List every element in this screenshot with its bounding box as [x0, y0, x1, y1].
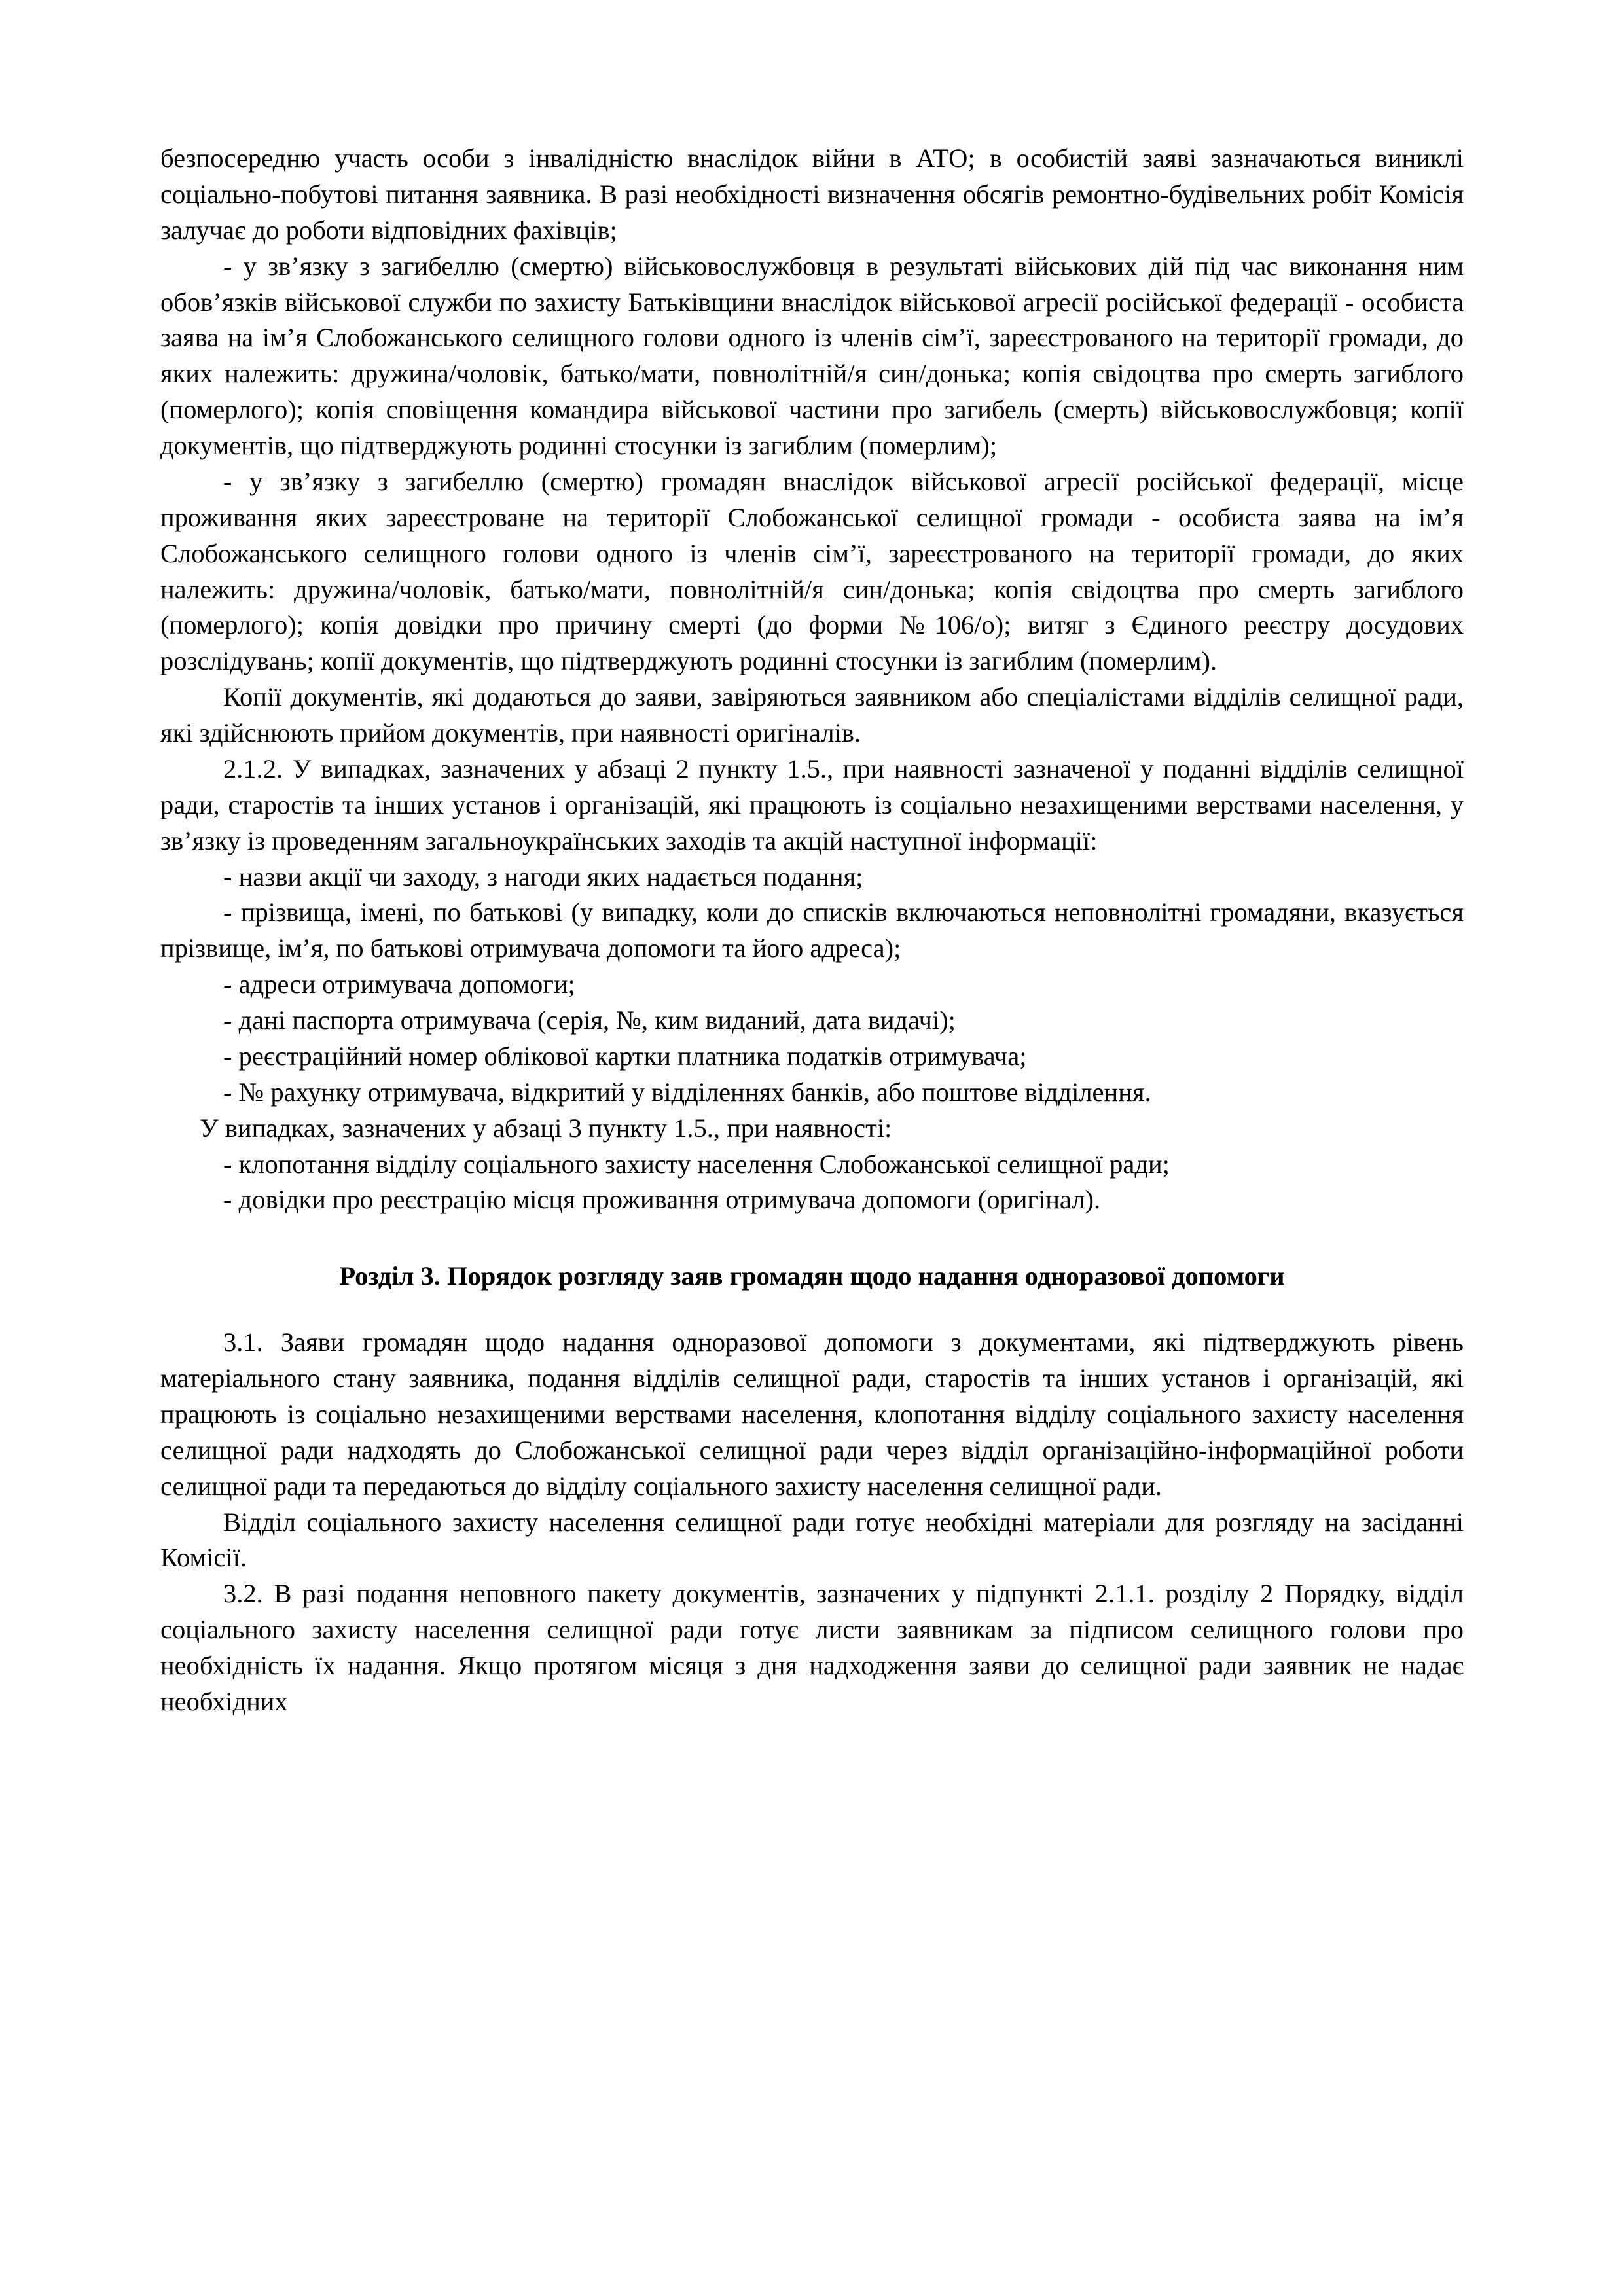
spacer-after-heading	[160, 1295, 1464, 1325]
spacer-before-heading	[160, 1218, 1464, 1259]
list-item-addresses: - адреси отримувача допомоги;	[223, 969, 575, 999]
list-item-account: - № рахунку отримувача, відкритий у відділеннях банків, або поштове відділення.	[223, 1077, 1151, 1107]
list-item-tax-number: - реєстраційний номер облікової картки платника податків отримувача;	[223, 1041, 1027, 1071]
document-body	[160, 141, 1464, 1720]
list-item-name-action: - назви акції чи заходу, з нагоди яких надається подання;	[223, 861, 863, 891]
list-item-registration-certificate: - довідки про реєстрацію місця проживання отримувача допомоги (оригінал).	[223, 1185, 1101, 1215]
section-heading-3: Розділ 3. Порядок розгляду заяв громадян щодо надання одноразової допомоги	[339, 1261, 1285, 1291]
list-item-surnames: - прізвища, імені, по батькові (у випадку, коли до списків включаються неповнолітні громадяни, вказується прізвище, ім’я, по батькові отримувача допомоги та його адреса);	[160, 897, 1464, 963]
paragraph-clause-3-1: 3.1. Заяви громадян щодо надання одноразової допомоги з документами, які підтверджують рівень матеріального стану заявника, подання відділів селищної ради, старостів та інших установ і організацій, які працюють із соціально незахищеними верствами населення, клопотання відділу соціального захисту населення селищної ради надходять до Слобожанської селищної ради через відділ організаційно-інформаційної роботи селищної ради та передаються до відділу соціального захисту населення селищної ради.	[160, 1327, 1464, 1501]
paragraph-clause-3-2: 3.2. В разі подання неповного пакету документів, зазначених у підпункті 2.1.1. розділу 2 Порядку, відділ соціального захисту населення селищної ради готує листи заявникам за підписом селищного голови про необхідність їх надання. Якщо протягом місяця з дня надходження заяви до селищної ради заявник не надає необхідних	[160, 1579, 1464, 1716]
paragraph-death-civilians: - у зв’язку з загибеллю (смертю) громадян внаслідок військової агресії російської федерації, місце проживання яких зареєстроване на території Слобожанської селищної громади - особиста заява на ім’я Слобожанського селищного голови одного із членів сім’ї, зареєстрованого на території громади, до яких належить: дружина/чоловік, батько/мати, повнолітній/я син/донька; копія свідоцтва про смерть загиблого (померлого); копія довідки про причину смерті (до форми №106/о); витяг з Єдиного реєстру досудових розслідувань; копії документів, що підтверджують родинні стосунки із загиблим (померлим).	[160, 466, 1464, 676]
paragraph-department-prepares: Відділ соціального захисту населення селищної ради готує необхідні матеріали для розгляду на засіданні Комісії.	[160, 1507, 1464, 1573]
list-item-petition: - клопотання відділу соціального захисту населення Слобожанської селищної ради;	[223, 1149, 1170, 1179]
paragraph-clause-2-1-2: 2.1.2. У випадках, зазначених у абзаці 2 пункту 1.5., при наявності зазначеної у поданні відділів селищної ради, старостів та інших установ і організацій, які працюють із соціально незахищеними верствами населення, у зв’язку із проведенням загальноукраїнських заходів та акцій наступної інформації:	[160, 753, 1464, 855]
paragraph-continued-ato: безпосередню участь особи з інвалідністю внаслідок війни в АТО; в особистій заяві зазначаються виниклі соціально-побутові питання заявника. В разі необхідності визначення обсягів ремонтно-будівельних робіт Комісія залучає до роботи відповідних фахівців;	[160, 143, 1464, 245]
list-item-passport: - дані паспорта отримувача (серія, №, ким виданий, дата видачі);	[223, 1005, 956, 1035]
paragraph-death-serviceman: - у зв’язку з загибеллю (смертю) військовослужбовця в результаті військових дій під час виконання ним обов’язків військової служби по захисту Батьківщини внаслідок військової агресії російської федерації - особиста заява на ім’я Слобожанського селищного голови одного із членів сім’ї, зареєстрованого на території громади, до яких належить: дружина/чоловік, батько/мати, повнолітній/я син/донька; копія свідоцтва про смерть загиблого (померлого); копія сповіщення командира військової частини про загибель (смерть) військовослужбовця; копії документів, що підтверджують родинні стосунки із загиблим (померлим);	[160, 251, 1464, 460]
paragraph-cases-abzac-3: У випадках, зазначених у абзаці 3 пункту 1.5., при наявності:	[200, 1113, 892, 1143]
paragraph-copies-certified: Копії документів, які додаються до заяви, завіряються заявником або спеціалістами відділів селищної ради, які здійснюють прийом документів, при наявності оригіналів.	[160, 682, 1464, 747]
